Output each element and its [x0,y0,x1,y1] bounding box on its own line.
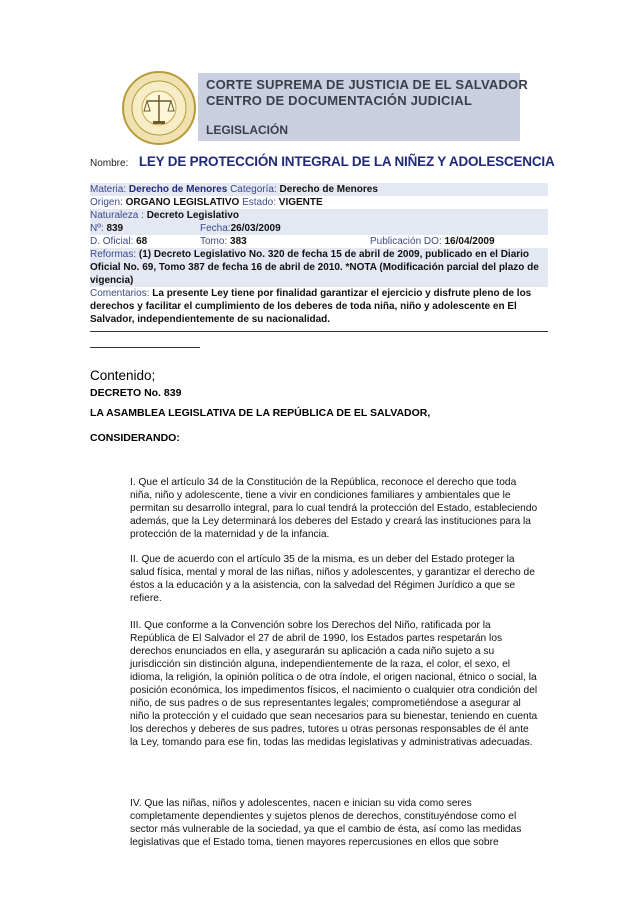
court-seal-icon [120,69,198,147]
separator-line [90,331,548,332]
name-label: Nombre: [90,158,129,169]
meta-row-oficial [90,235,548,248]
comentarios-label: Comentarios: [90,288,150,299]
oficial-label: D. Oficial: [90,236,134,247]
meta-row-numero [90,222,548,235]
tomo-value: 383 [230,236,247,247]
meta-row-origen [90,196,548,209]
publicacion-value: 16/04/2009 [444,236,495,247]
banner-line-court: CORTE SUPREMA DE JUSTICIA DE EL SALVADOR [206,77,528,92]
meta-row-comentarios [90,287,548,326]
considerando-paragraph-2: II. Que de acuerdo con el artículo 35 de la misma, es un deber del Estado proteger la salud física, mental y moral de las niñas, niños y adolescentes, y garantizar el derecho de éstos a la educación y a la asistencia, con la salvedad del Régimen Jurídico a que se refiere. [130,554,535,604]
banner-line-center: CENTRO DE DOCUMENTACIÓN JUDICIAL [206,93,473,108]
meta-row-naturaleza [90,209,548,222]
decree-number: DECRETO No. 839 [90,387,182,399]
fecha-value: 26/03/2009 [230,223,281,234]
meta-row-reformas [90,248,548,287]
considerando-heading: CONSIDERANDO: [90,432,180,444]
document-title: LEY DE PROTECCIÓN INTEGRAL DE LA NIÑEZ Y ADOLESCENCIA [138,154,555,169]
banner-line-legislation: LEGISLACIÓN [206,123,289,137]
considerando-paragraph-4: IV. Que las niñas, niños y adolescentes, nacen e inician su vida como seres completamente dependientes y sujetos plenos de derechos, constituyéndose como el sector más vulnerable de la sociedad, ya que el cambio de ésta, así como las medidas legislativas que el Estado toma, tienen mayores repercusiones en ellos que sobre [130,798,522,848]
comentarios-value: La presente Ley tiene por finalidad garantizar el ejercicio y disfrute pleno de los derechos y facilitar el cumplimiento de los deberes de toda niña, niño y adolescente en El Salvador, independientemente de su nacionalidad. [90,288,532,325]
oficial-value: 68 [136,236,148,247]
categoria-value: Derecho de Menores [279,184,378,195]
header-banner [120,69,528,143]
categoria-label: Categoría: [230,184,277,195]
considerando-paragraph-3: III. Que conforme a la Convención sobre los Derechos del Niño, ratificada por la República de El Salvador el 27 de abril de 1990, los Estados partes respetarán los derechos enunciados en ella, y asegurarán su aplicación a cada niño sujeto a su jurisdicción sin distinción alguna, independientemente de la raza, el color, el sexo, el idioma, la religión, la opinión política o de otra índole, el origen nacional, étnico o social, la posición económica, los impedimentos físicos, el nacimiento o cualquier otra condición del niño, de sus padres o de sus representantes legales; comprometiéndose a asegurar al niño la protección y el cuidado que sean necesarios para su bienestar, teniendo en cuenta los derechos y deberes de sus padres, tutores u otras personas responsables de él ante la Ley, tomando para ese fin, todas las medidas legislativas y administrativas adecuadas. [130,620,538,748]
naturaleza-label: Naturaleza : [90,210,144,221]
numero-label: Nº: [90,223,104,234]
contenido-heading: Contenido; [90,368,156,383]
materia-label: Materia: [90,184,127,195]
reformas-value: (1) Decreto Legislativo No. 320 de fecha 15 de abril de 2009, publicado en el Diario Oficial No. 69, Tomo 387 de fecha 16 de abril de 2010. *NOTA (Modificación parcial del plazo de vigencia) [90,249,539,286]
estado-label: Estado: [242,197,276,208]
publicacion-label: Publicación DO: [370,236,442,247]
reformas-label: Reformas: [90,249,137,260]
meta-row-materia [90,183,548,196]
origen-label: Origen: [90,197,123,208]
assembly-heading: LA ASAMBLEA LEGISLATIVA DE LA REPÚBLICA DE EL SALVADOR, [90,407,431,419]
materia-value: Derecho de Menores [128,184,228,195]
naturaleza-value: Decreto Legislativo [146,210,239,221]
estado-value: VIGENTE [278,197,323,208]
tomo-label: Tomo: [200,236,228,247]
separator-line-short [90,347,200,348]
numero-value: 839 [106,223,124,234]
document-name-row [90,153,555,171]
considerando-paragraph-1: I. Que el artículo 34 de la Constitución de la República, reconoce el derecho que toda niña, niño y adolescente, tiene a vivir en condiciones familiares y ambientales que le permitan su desarrollo integral, para lo cual tendrá la protección del Estado, estableciendo además, que la Ley determinará los deberes del Estado y creará las instituciones para la protección de la maternidad y de la infancia. [130,477,538,540]
banner-text [206,77,528,138]
metadata-block [90,183,548,326]
origen-value: ORGANO LEGISLATIVO [125,197,240,208]
fecha-label: Fecha: [200,223,231,234]
